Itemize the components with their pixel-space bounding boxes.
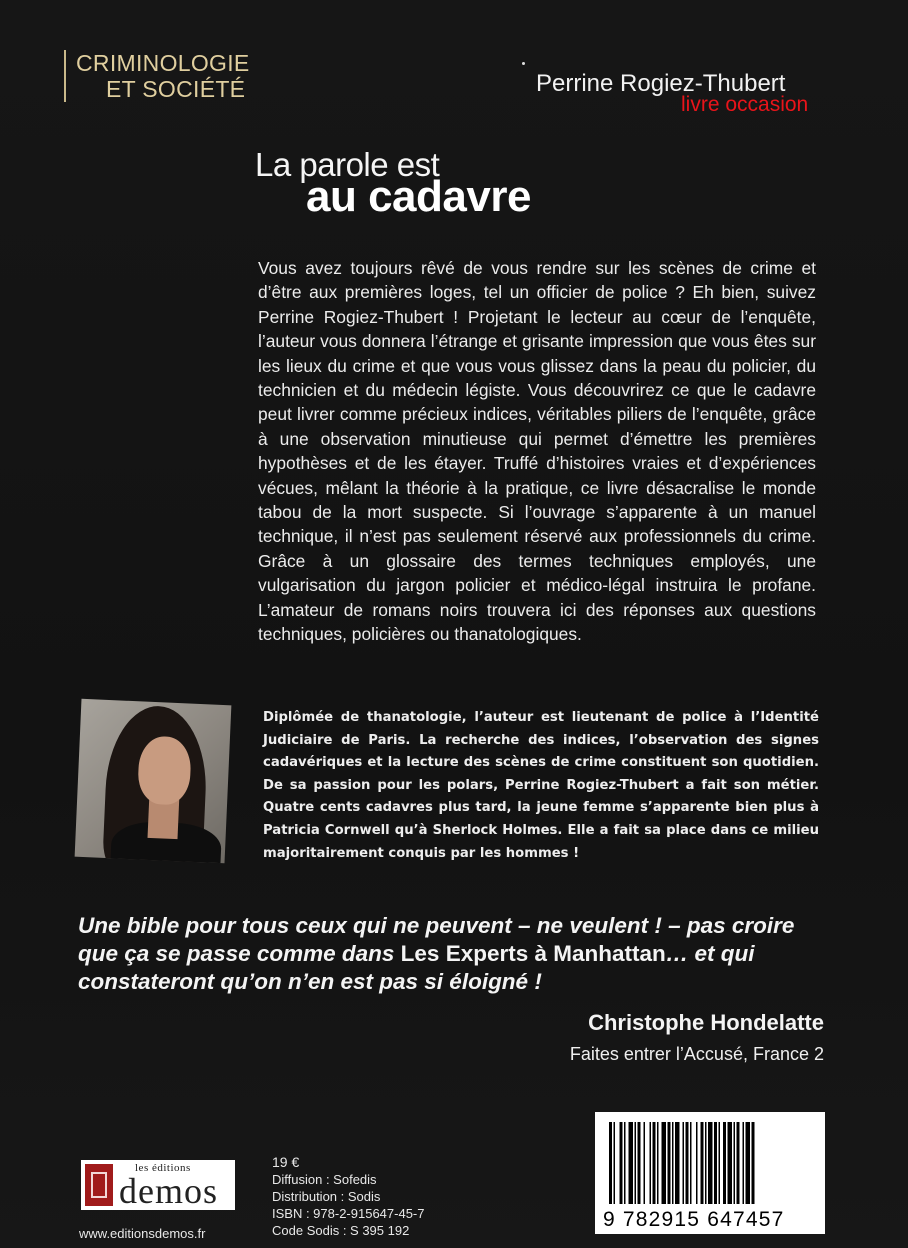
barcode-bars-icon [605, 1122, 815, 1208]
quote-source: Faites entrer l’Accusé, France 2 [569, 1044, 824, 1064]
quote-part1: Une bible pour tous ceux qui ne peuvent – ne veulent ! – pas croire que ça se passe comme dans [78, 913, 795, 967]
quote-part2: … et qui constateront qu’on n’en est pas si éloigné ! [78, 941, 755, 995]
publisher-website: www.editionsdemos.fr [79, 1226, 206, 1241]
diffusion: Diffusion : Sofedis [272, 1172, 377, 1187]
title-line1: La parole est [255, 146, 440, 183]
summary-text: Vous avez toujours rêvé de vous rendre sur les scènes de crime et d’être aux premières loges, tel un officier de police ? Eh bien, suivez Perrine Rogiez-Thubert ! Projetant le lecteur au cœur de l’enquête, l’auteur vous donnera l’étrange et grisante impression que vous êtes sur les lieux du crime et que vous vous glissez dans la peau du policier, du technicien et du médecin légiste. Vous découvrirez ce que le cadavre peut livrer comme précieux indices, véritables piliers de l’enquête, grâce à une observation minutieuse qui permet d’émettre les premières hypothèses et de les étayer. Truffé d’histoires vraies et d’expériences vécues, mêlant la théorie à la pratique, ce livre désacralise le monde tabou de la mort suspecte. Si l’ouvrage s’apparente à un manuel technique, il n’est pas seulement réservé aux professionnels du crime. Grâce à un glossaire des termes techniques employés, une vulgarisation du jargon policier et médico-légal instruira le profane. L’amateur de romans noirs trouvera ici des réponses aux questions techniques, policières ou thanatologiques. [258, 258, 816, 645]
collection-line1: CRIMINOLOGIE [76, 50, 250, 76]
code-sodis: Code Sodis : S 395 192 [272, 1223, 410, 1238]
decorative-dot [522, 62, 525, 65]
publisher-emblem-icon [85, 1164, 113, 1206]
press-quote [78, 912, 838, 997]
publisher-logo [81, 1160, 235, 1210]
quote-author: Christophe Hondelatte [588, 1010, 824, 1035]
collection-label [64, 50, 250, 102]
publication-info [272, 1154, 424, 1239]
distribution: Distribution : Sodis [272, 1189, 381, 1204]
collection-line2: ET SOCIÉTÉ [106, 76, 246, 102]
isbn: ISBN : 978-2-915647-45-7 [272, 1206, 425, 1221]
logo-big-text: demos [119, 1171, 218, 1211]
barcode [595, 1112, 825, 1234]
author-photo [75, 699, 232, 863]
author-bio: Diplômée de thanatologie, l’auteur est lieutenant de police à l’Identité Judiciaire de Paris. La recherche des indices, l’observation des signes cadavériques et la lecture des scènes de crime constituent son quotidien. De sa passion pour les polars, Perrine Rogiez-Thubert a fait son métier. Quatre cents cadavres plus tard, la jeune femme s’apparente bien plus à Patricia Cornwell qu’à Sherlock Holmes. Elle a fait sa place dans ce milieu majoritairement conquis par les hommes ! [263, 710, 819, 861]
title-line2: au cadavre [306, 172, 531, 221]
price: 19 € [272, 1154, 300, 1170]
barcode-digits: 9 782915 647457 [603, 1208, 785, 1231]
logo-small-text: les éditions [135, 1162, 191, 1174]
quote-show-title: Les Experts à Manhattan [400, 941, 666, 967]
author-name: Perrine Rogiez-Thubert [536, 70, 786, 97]
used-book-overlay: livre occasion [681, 93, 809, 116]
